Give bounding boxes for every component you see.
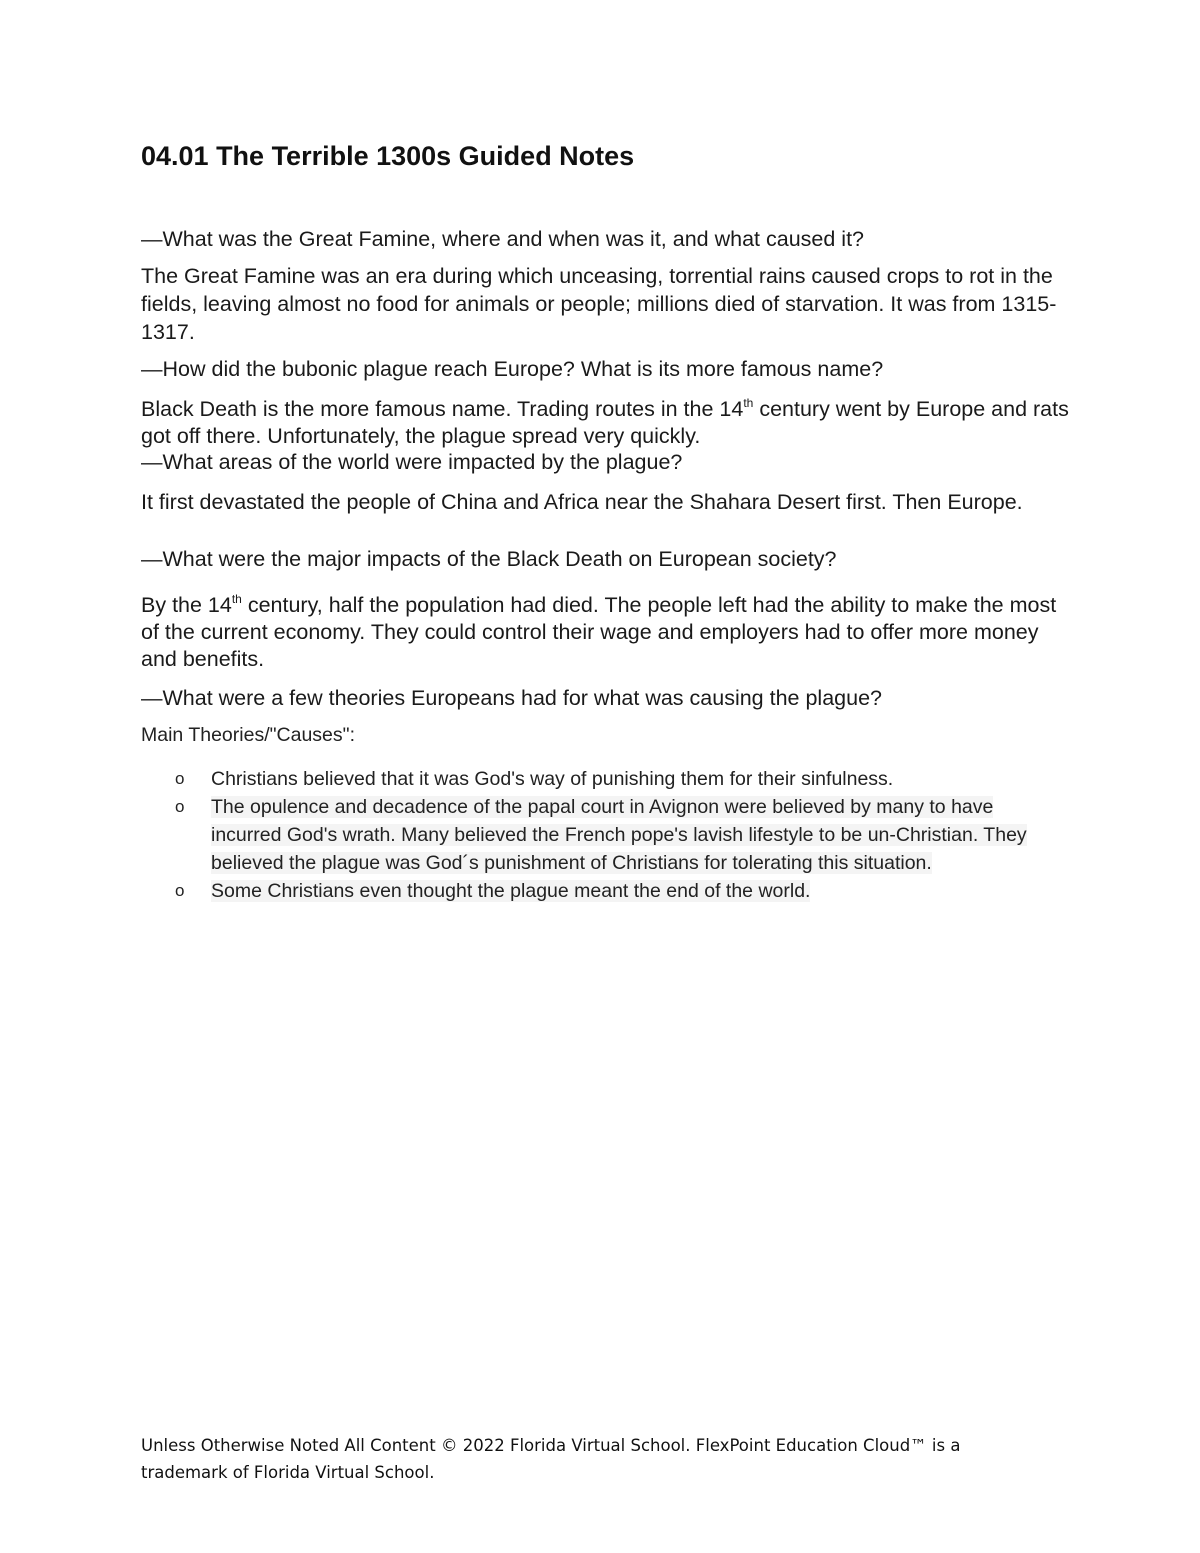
question-major-impacts: —What were the major impacts of the Black Death on European society? (141, 547, 837, 571)
answer-bubonic-plague (141, 396, 1071, 450)
document-title: 04.01 The Terrible 1300s Guided Notes (141, 141, 635, 171)
footer-copyright: Unless Otherwise Noted All Content © 2022 Florida Virtual School. FlexPoint Education Cloud™ is a trademark of Florida Virtual School. (141, 1436, 961, 1482)
bullet-marker: o (175, 881, 185, 900)
answer-areas-impacted: It first devastated the people of China and Africa near the Shahara Desert first. Then Europe. (141, 490, 1023, 514)
list-item (175, 877, 1055, 905)
theories-label: Main Theories/"Causes": (141, 724, 355, 746)
answer-text: By the 14 (141, 593, 232, 617)
list-item-text: Some Christians even thought the plague meant the end of the world. (211, 880, 811, 902)
question-great-famine: —What was the Great Famine, where and when was it, and what caused it? (141, 227, 865, 251)
theories-list (175, 765, 1055, 905)
list-item-text: Christians believed that it was God's way of punishing them for their sinfulness. (211, 768, 894, 790)
answer-text: century went by Europe and rats got off there. Unfortunately, the plague spread very quickly. (141, 397, 1069, 448)
answer-great-famine: The Great Famine was an era during which unceasing, torrential rains caused crops to rot in the fields, leaving almost no food for animals or people; millions died of starvation. It was from 1315-1317. (141, 264, 1057, 344)
answer-major-impacts (141, 592, 1071, 673)
question-bubonic-plague: —How did the bubonic plague reach Europe? What is its more famous name? (141, 357, 884, 381)
list-item (175, 765, 1055, 793)
list-item (175, 793, 1055, 877)
superscript: th (231, 591, 242, 606)
answer-text: Black Death is the more famous name. Trading routes in the 14 (141, 397, 744, 421)
answer-text: century, half the population had died. The people left had the ability to make the most of the current economy. They could control their wage and employers had to offer more money and benefits. (141, 593, 1057, 671)
question-theories: —What were a few theories Europeans had for what was causing the plague? (141, 686, 882, 710)
bullet-marker: o (175, 797, 185, 816)
bullet-marker: o (175, 769, 185, 788)
superscript: th (743, 395, 754, 410)
list-item-text: The opulence and decadence of the papal court in Avignon were believed by many to have incurred God's wrath. Many believed the French pope's lavish lifestyle to be un-Christian. They believed the plague was God´s punishment of Christians for tolerating this situation. (211, 796, 1027, 874)
question-areas-impacted: —What areas of the world were impacted by the plague? (141, 450, 683, 474)
